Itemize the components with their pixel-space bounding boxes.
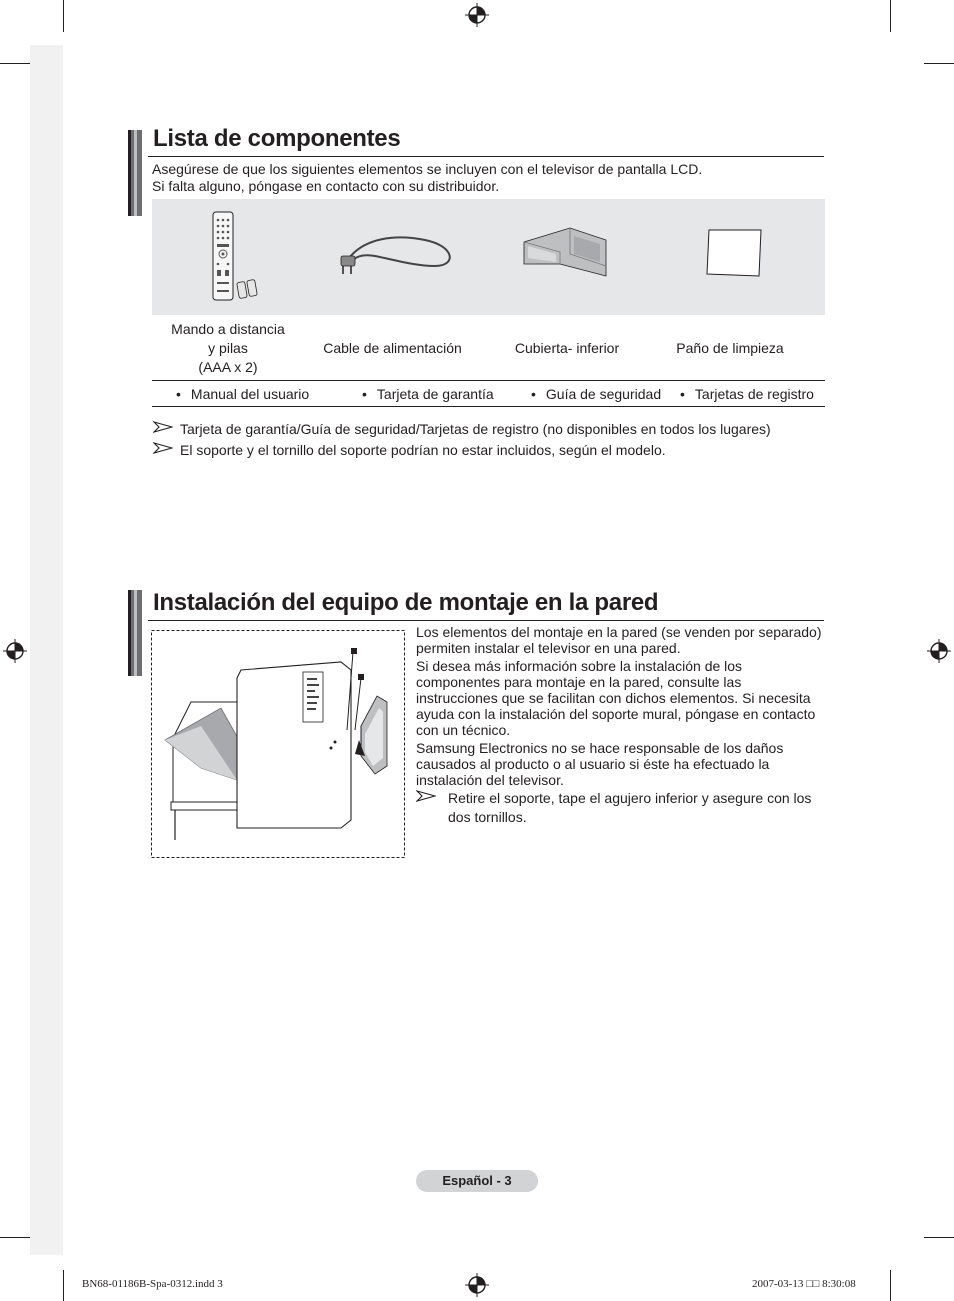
wall-mount-paragraph-3: Samsung Electronics no se hace responsable de los daños causados al producto o al usuario si éste ha efectuado la instalación del televisor. [416,740,784,788]
caption-cleaning-cloth: Paño de limpieza [676,340,784,356]
wall-mount-note: Retire el soporte, tape el agujero inferior y asegure con los dos tornillos. [448,790,812,825]
documents-rule-bottom [152,406,825,407]
cleaning-cloth-icon [703,226,765,280]
note-arrow-icon [416,790,436,802]
note-arrow-icon [153,442,173,454]
caption-remote-line-2: y pilas [208,340,248,356]
caption-remote-line-3: (AAA x 2) [198,359,258,375]
intro-line-1: Asegúrese de que los siguientes elementos se incluyen con el televisor de pantalla LCD. [152,161,703,177]
registration-mark-icon [927,639,951,663]
wall-mount-illustration [151,630,405,858]
intro-line-2: Si falta alguno, póngase en contacto con su distribuidor. [152,178,500,194]
crop-mark [890,1270,891,1301]
registration-mark-icon [465,1273,489,1297]
page-side-strip [30,45,63,1255]
caption-remote [158,320,298,377]
section-title-wall-mount: Instalación del equipo de montaje en la pared [153,589,659,616]
wall-mount-paragraph-2: Si desea más información sobre la instalación de los componentes para montaje en la pared, consulte las instrucciones que se facilitan con dichos elementos. Si necesita ayuda con la instalación del soporte mural, póngase en contacto con un técnico. [416,658,816,738]
document-item: • Guía de seguridad [531,386,662,402]
document-label: Tarjetas de registro [694,386,814,402]
remote-control-icon [205,210,265,302]
note-2: El soporte y el tornillo del soporte podrían no estar incluidos, según el modelo. [180,442,666,458]
section-rule [148,156,824,157]
crop-mark [63,1270,64,1301]
document-item: • Manual del usuario [176,386,310,402]
section-rule [148,620,824,621]
caption-power-cord: Cable de alimentación [323,340,462,356]
crop-mark [0,63,30,64]
crop-mark [890,0,891,32]
document-item: • Tarjeta de garantía [362,386,494,402]
note-1: Tarjeta de garantía/Guía de seguridad/Tarjetas de registro (no disponibles en todos los lugares) [180,421,771,437]
section-marker-bar [128,130,142,216]
crop-mark [924,1237,954,1238]
power-cord-icon [335,230,460,278]
page-number-label: Español - 3 [416,1170,538,1192]
file-slug: BN68-01186B-Spa-0312.indd 3 [82,1278,223,1290]
document-label: Manual del usuario [190,386,310,402]
caption-bottom-cover: Cubierta- inferior [514,340,620,356]
documents-rule-top [152,380,825,381]
section-marker-bar [128,590,142,676]
crop-mark [924,63,954,64]
document-label: Tarjeta de garantía [376,386,494,402]
document-item: • Tarjetas de registro [680,386,814,402]
bottom-cover-icon [520,222,612,282]
document-label: Guía de seguridad [545,386,662,402]
wall-mount-text [416,624,824,788]
section-title-components: Lista de componentes [153,125,401,152]
note-arrow-icon [153,421,173,433]
crop-mark [0,1237,30,1238]
registration-mark-icon [3,639,27,663]
date-slug: 2007-03-13 □□ 8:30:08 [752,1278,856,1290]
caption-remote-line-1: Mando a distancia [171,321,285,337]
crop-mark [63,0,64,32]
registration-mark-icon [465,3,489,27]
wall-mount-paragraph-1: Los elementos del montaje en la pared (se venden por separado) permiten instalar el televisor en una pared. [416,624,822,656]
